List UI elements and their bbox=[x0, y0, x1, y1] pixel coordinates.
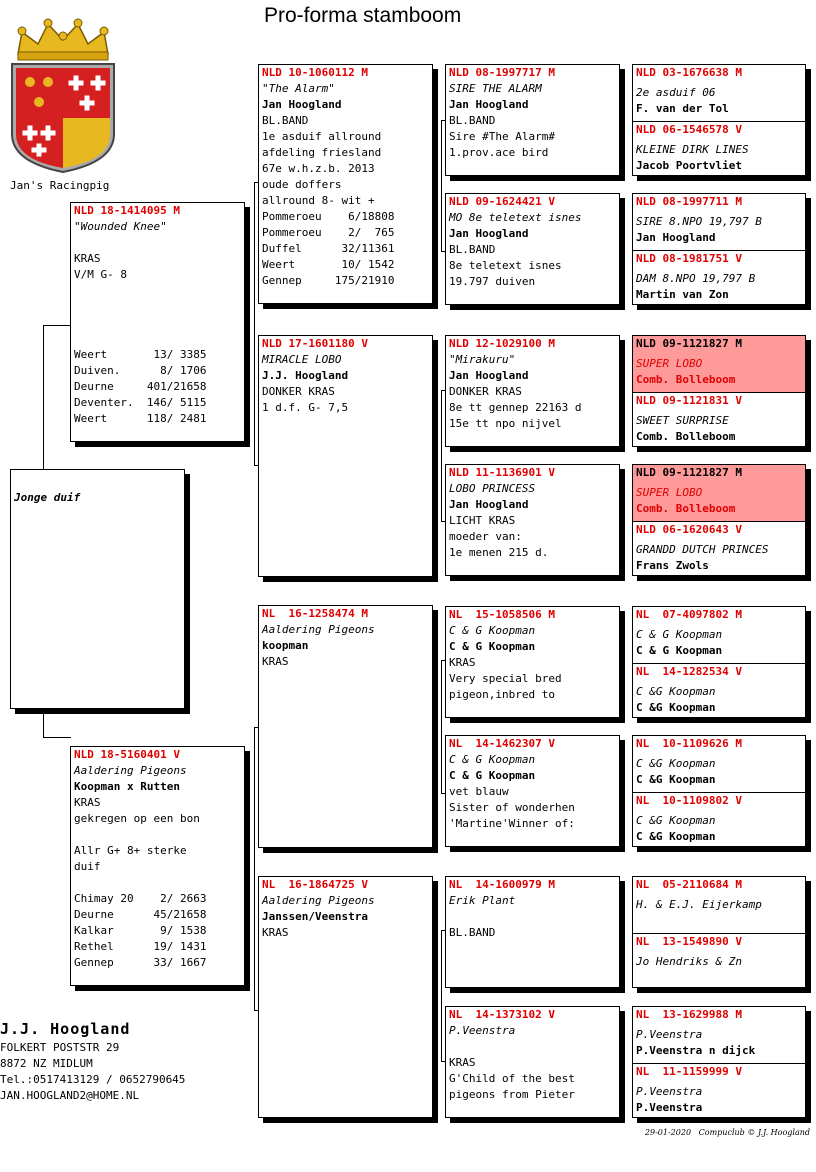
great-grandparent-box bbox=[445, 64, 620, 176]
detail-line: Jan Hoogland bbox=[262, 98, 342, 111]
detail-line: Chimay 20 2/ 2663 bbox=[74, 892, 207, 905]
gen4-pair-box bbox=[632, 876, 806, 988]
owner-email: JAN.HOOGLAND2@HOME.NL bbox=[0, 1089, 140, 1102]
great-grandparent-box bbox=[445, 193, 620, 305]
detail-line: BL.BAND bbox=[262, 114, 309, 127]
footer-credit: 29-01-2020 Compuclub © J.J. Hoogland bbox=[644, 1128, 810, 1137]
ring-number: NL 11-1159999 V bbox=[636, 1065, 742, 1078]
detail-line: LOBO PRINCESS bbox=[449, 482, 536, 495]
breeder-name: C &G Koopman bbox=[636, 830, 716, 843]
pigeon-name: C &G Koopman bbox=[636, 814, 716, 827]
grandparent-box bbox=[258, 876, 433, 1118]
detail-line: 1 d.f. G- 7,5 bbox=[262, 401, 349, 414]
detail-line: Very special bred bbox=[449, 672, 562, 685]
ring-number: NLD 09-1121831 V bbox=[636, 394, 742, 407]
grandparent-details bbox=[259, 622, 432, 670]
great-grandparent-box bbox=[445, 335, 620, 447]
detail-line: Rethel 19/ 1431 bbox=[74, 940, 207, 953]
detail-line: DONKER KRAS bbox=[449, 385, 522, 398]
detail-line bbox=[74, 283, 241, 299]
detail-line: MIRACLE LOBO bbox=[262, 353, 342, 366]
gen4-entry bbox=[633, 792, 805, 847]
ring-number: NL 07-4097802 M bbox=[636, 608, 742, 621]
detail-line: BL.BAND bbox=[449, 243, 496, 256]
parent-box-sire bbox=[70, 202, 245, 442]
detail-line: V/M G- 8 bbox=[74, 268, 127, 281]
pigeon-name: P.Veenstra bbox=[636, 1085, 703, 1098]
detail-line bbox=[74, 331, 241, 347]
great-grandparent-details bbox=[446, 1023, 619, 1103]
gen4-pair-box bbox=[632, 464, 806, 576]
detail-line: C & G Koopman bbox=[449, 640, 536, 653]
detail-line: 19.797 duiven bbox=[449, 275, 536, 288]
ring-number: NL 10-1109802 V bbox=[636, 794, 742, 807]
detail-line bbox=[74, 315, 241, 331]
breeder-name: C & G Koopman bbox=[636, 644, 723, 657]
detail-line: Sister of wonderhen bbox=[449, 801, 575, 814]
ring-number: NLD 08-1981751 V bbox=[636, 252, 742, 265]
gen4-entry bbox=[633, 521, 805, 576]
detail-line: Gennep 33/ 1667 bbox=[74, 956, 207, 969]
detail-line: "Wounded Knee" bbox=[74, 220, 167, 233]
detail-line: 1e asduif allround bbox=[262, 130, 382, 143]
ring-number: NL 16-1258474 M bbox=[262, 607, 368, 620]
owner-block bbox=[0, 1018, 185, 1104]
page-title: Pro-forma stamboom bbox=[264, 4, 462, 27]
detail-line: Sire #The Alarm# bbox=[449, 130, 555, 143]
detail-line: Weert 118/ 2481 bbox=[74, 412, 207, 425]
pigeon-name: H. & E.J. Eijerkamp bbox=[636, 898, 762, 911]
detail-line: 1.prov.ace bird bbox=[449, 146, 549, 159]
breeder-name: Jacob Poortvliet bbox=[636, 159, 742, 172]
detail-line: Deurne 401/21658 bbox=[74, 380, 207, 393]
subject-box bbox=[10, 469, 185, 709]
grandparent-details bbox=[259, 352, 432, 416]
detail-line: Jan Hoogland bbox=[449, 227, 529, 240]
breeder-name: Jan Hoogland bbox=[636, 231, 716, 244]
detail-line: Aaldering Pigeons bbox=[262, 894, 375, 907]
detail-line: Pommeroeu 2/ 765 bbox=[262, 226, 395, 239]
parent-box-dam bbox=[70, 746, 245, 986]
detail-line: MO 8e teletext isnes bbox=[449, 211, 582, 224]
detail-line: duif bbox=[74, 860, 101, 873]
pigeon-name: C &G Koopman bbox=[636, 757, 716, 770]
ring-number: NL 13-1549890 V bbox=[636, 935, 742, 948]
detail-line: afdeling friesland bbox=[262, 146, 382, 159]
pigeon-name: SUPER LOBO bbox=[636, 486, 703, 499]
ring-number: NL 14-1282534 V bbox=[636, 665, 742, 678]
gen4-pair-box bbox=[632, 606, 806, 718]
ring-number: NLD 06-1546578 V bbox=[636, 123, 742, 136]
detail-line: KRAS bbox=[262, 655, 289, 668]
great-grandparent-details bbox=[446, 481, 619, 561]
gen4-entry bbox=[633, 1063, 805, 1118]
pigeon-name: P.Veenstra bbox=[636, 1028, 703, 1041]
detail-line: C & G Koopman bbox=[449, 753, 536, 766]
detail-line: Allr G+ 8+ sterke bbox=[74, 844, 187, 857]
detail-line: oude doffers bbox=[262, 178, 342, 191]
ring-number: NLD 09-1121827 M bbox=[636, 466, 742, 479]
pigeon-name: SUPER LOBO bbox=[636, 357, 703, 370]
gen4-pair-box bbox=[632, 735, 806, 847]
ring-number: NLD 11-1136901 V bbox=[449, 466, 555, 479]
detail-line: Deurne 45/21658 bbox=[74, 908, 207, 921]
detail-line: DONKER KRAS bbox=[262, 385, 335, 398]
great-grandparent-box bbox=[445, 735, 620, 847]
detail-line: Janssen/Veenstra bbox=[262, 910, 368, 923]
great-grandparent-box bbox=[445, 876, 620, 988]
breeder-name: F. van der Tol bbox=[636, 102, 729, 115]
grandparent-box bbox=[258, 335, 433, 577]
ring-number: NL 14-1373102 V bbox=[449, 1008, 555, 1021]
ring-number: NLD 06-1620643 V bbox=[636, 523, 742, 536]
grandparent-box bbox=[258, 64, 433, 304]
detail-line bbox=[74, 875, 241, 891]
detail-line: koopman bbox=[262, 639, 309, 652]
pigeon-name: Jo Hendriks & Zn bbox=[636, 955, 742, 968]
parent-details bbox=[71, 219, 244, 427]
gen4-entry bbox=[633, 392, 805, 447]
owner-name: J.J. Hoogland bbox=[0, 1020, 131, 1038]
parent-details bbox=[71, 763, 244, 971]
owner-phone: Tel.:0517413129 / 0652790645 bbox=[0, 1073, 186, 1086]
detail-line: 'Martine'Winner of: bbox=[449, 817, 575, 830]
owner-city: 8872 NZ MIDLUM bbox=[0, 1057, 93, 1070]
detail-line: "The Alarm" bbox=[262, 82, 335, 95]
ring-number: NL 14-1600979 M bbox=[449, 878, 555, 891]
ring-number: NL 15-1058506 M bbox=[449, 608, 555, 621]
detail-line: Jan Hoogland bbox=[449, 498, 529, 511]
gen4-entry bbox=[633, 877, 805, 933]
breeder-name: C &G Koopman bbox=[636, 773, 716, 786]
ring-number: NL 10-1109626 M bbox=[636, 737, 742, 750]
breeder-name: C &G Koopman bbox=[636, 701, 716, 714]
detail-line: Duiven. 8/ 1706 bbox=[74, 364, 207, 377]
detail-line: pigeons from Pieter bbox=[449, 1088, 575, 1101]
detail-line: SIRE THE ALARM bbox=[449, 82, 542, 95]
pigeon-name: DAM 8.NPO 19,797 B bbox=[636, 272, 756, 285]
gen4-pair-box bbox=[632, 64, 806, 176]
ring-number: NL 13-1629988 M bbox=[636, 1008, 742, 1021]
gen4-entry bbox=[633, 65, 805, 121]
great-grandparent-details bbox=[446, 352, 619, 432]
detail-line: BL.BAND bbox=[449, 114, 496, 127]
detail-line: KRAS bbox=[74, 252, 101, 265]
grandparent-box bbox=[258, 605, 433, 848]
pigeon-name: SIRE 8.NPO 19,797 B bbox=[636, 215, 762, 228]
breeder-name: Comb. Bolleboom bbox=[636, 430, 736, 443]
ring-number: NLD 08-1997711 M bbox=[636, 195, 742, 208]
ring-number: NL 14-1462307 V bbox=[449, 737, 555, 750]
ring-number: NL 05-2110684 M bbox=[636, 878, 742, 891]
gen4-entry bbox=[633, 250, 805, 305]
detail-line: Duffel 32/11361 bbox=[262, 242, 395, 255]
detail-line: 8e teletext isnes bbox=[449, 259, 562, 272]
great-grandparent-box bbox=[445, 606, 620, 718]
detail-line: moeder van: bbox=[449, 530, 522, 543]
gen4-entry bbox=[633, 121, 805, 176]
detail-line: Kalkar 9/ 1538 bbox=[74, 924, 207, 937]
connector-subject-bottom bbox=[43, 737, 71, 738]
gen4-entry bbox=[633, 736, 805, 792]
gen4-entry bbox=[633, 663, 805, 718]
pigeon-name: C &G Koopman bbox=[636, 685, 716, 698]
gen4-pair-box bbox=[632, 193, 806, 305]
great-grandparent-details bbox=[446, 752, 619, 832]
pigeon-name: C & G Koopman bbox=[636, 628, 723, 641]
ring-number: NLD 17-1601180 V bbox=[262, 337, 368, 350]
detail-line: Pommeroeu 6/18808 bbox=[262, 210, 395, 223]
detail-line: Deventer. 146/ 5115 bbox=[74, 396, 207, 409]
detail-line: Aaldering Pigeons bbox=[74, 764, 187, 777]
detail-line bbox=[449, 909, 616, 925]
detail-line: KRAS bbox=[262, 926, 289, 939]
great-grandparent-box bbox=[445, 464, 620, 576]
breeder-name: Martin van Zon bbox=[636, 288, 729, 301]
great-grandparent-details bbox=[446, 893, 619, 941]
detail-line: C & G Koopman bbox=[449, 769, 536, 782]
detail-line: 15e tt npo nijvel bbox=[449, 417, 562, 430]
ring-number: NLD 09-1121827 M bbox=[636, 337, 742, 350]
detail-line: Aaldering Pigeons bbox=[262, 623, 375, 636]
ring-number: NLD 09-1624421 V bbox=[449, 195, 555, 208]
detail-line: G'Child of the best bbox=[449, 1072, 575, 1085]
detail-line: 1e menen 215 d. bbox=[449, 546, 549, 559]
pigeon-name: 2e asduif 06 bbox=[636, 86, 716, 99]
crest-logo bbox=[8, 14, 118, 174]
detail-line: 67e w.h.z.b. 2013 bbox=[262, 162, 375, 175]
breeder-name: Comb. Bolleboom bbox=[636, 502, 736, 515]
ring-number: NLD 12-1029100 M bbox=[449, 337, 555, 350]
detail-line: LICHT KRAS bbox=[449, 514, 516, 527]
gen4-entry bbox=[633, 336, 805, 392]
grandparent-details bbox=[259, 893, 432, 941]
detail-line: J.J. Hoogland bbox=[262, 369, 349, 382]
ring-number: NLD 08-1997717 M bbox=[449, 66, 555, 79]
detail-line bbox=[74, 235, 241, 251]
breeder-name: P.Veenstra bbox=[636, 1101, 703, 1114]
detail-line: Koopman x Rutten bbox=[74, 780, 180, 793]
detail-line: C & G Koopman bbox=[449, 624, 536, 637]
detail-line: pigeon,inbred to bbox=[449, 688, 555, 701]
detail-line: Weert 13/ 3385 bbox=[74, 348, 207, 361]
brand-caption: Jan's Racingpig bbox=[10, 179, 110, 192]
ring-number: NLD 10-1060112 M bbox=[262, 66, 368, 79]
gen4-entry bbox=[633, 933, 805, 988]
grandparent-details bbox=[259, 81, 432, 289]
gen4-entry bbox=[633, 607, 805, 663]
detail-line: KRAS bbox=[74, 796, 101, 809]
gen4-entry bbox=[633, 194, 805, 250]
great-grandparent-details bbox=[446, 623, 619, 703]
detail-line: 8e tt gennep 22163 d bbox=[449, 401, 582, 414]
great-grandparent-details bbox=[446, 210, 619, 290]
detail-line: P.Veenstra bbox=[449, 1024, 516, 1037]
detail-line bbox=[449, 1039, 616, 1055]
detail-line: Jan Hoogland bbox=[449, 369, 529, 382]
detail-line: KRAS bbox=[449, 656, 476, 669]
owner-address: FOLKERT POSTSTR 29 bbox=[0, 1041, 120, 1054]
detail-line: gekregen op een bon bbox=[74, 812, 200, 825]
detail-line bbox=[74, 299, 241, 315]
detail-line: allround 8- wit + bbox=[262, 194, 375, 207]
great-grandparent-details bbox=[446, 81, 619, 161]
gen4-entry bbox=[633, 1007, 805, 1063]
ring-number: NLD 03-1676638 M bbox=[636, 66, 742, 79]
detail-line: vet blauw bbox=[449, 785, 509, 798]
breeder-name: Comb. Bolleboom bbox=[636, 373, 736, 386]
gen4-pair-box bbox=[632, 335, 806, 447]
ring-number: NL 16-1864725 V bbox=[262, 878, 368, 891]
detail-line: Jan Hoogland bbox=[449, 98, 529, 111]
detail-line: KRAS bbox=[449, 1056, 476, 1069]
detail-line bbox=[74, 827, 241, 843]
ring-number: NLD 18-5160401 V bbox=[74, 748, 180, 761]
pigeon-name: SWEET SURPRISE bbox=[636, 414, 729, 427]
detail-line: BL.BAND bbox=[449, 926, 496, 939]
breeder-name: P.Veenstra n dijck bbox=[636, 1044, 756, 1057]
subject-label: Jonge duif bbox=[14, 491, 81, 504]
detail-line: Weert 10/ 1542 bbox=[262, 258, 395, 271]
great-grandparent-box bbox=[445, 1006, 620, 1118]
detail-line: Erik Plant bbox=[449, 894, 516, 907]
pigeon-name: GRANDD DUTCH PRINCES bbox=[636, 543, 769, 556]
gen4-entry bbox=[633, 465, 805, 521]
pigeon-name: KLEINE DIRK LINES bbox=[636, 143, 749, 156]
ring-number: NLD 18-1414095 M bbox=[74, 204, 180, 217]
breeder-name: Frans Zwols bbox=[636, 559, 709, 572]
detail-line: Gennep 175/21910 bbox=[262, 274, 395, 287]
gen4-pair-box bbox=[632, 1006, 806, 1118]
detail-line: "Mirakuru" bbox=[449, 353, 516, 366]
